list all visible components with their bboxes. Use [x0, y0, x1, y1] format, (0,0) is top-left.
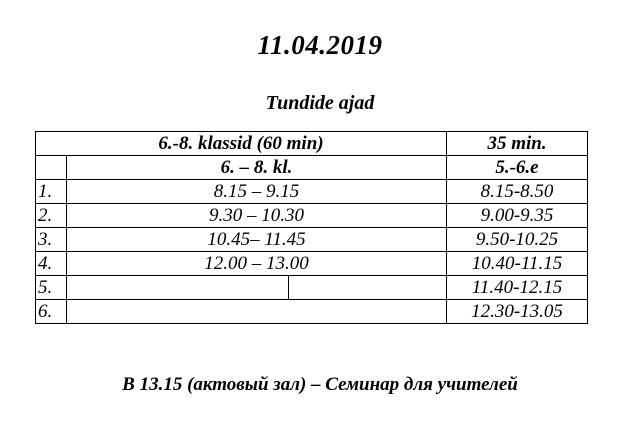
row-number: 5.: [36, 276, 67, 300]
page-date: 11.04.2019: [257, 30, 383, 60]
time-grade-6-8: [67, 300, 447, 324]
table-header-row: [36, 132, 588, 156]
subheader-group-a: 6. – 8. kl.: [67, 156, 447, 180]
time-grade-5-6: 11.40-12.15: [447, 276, 588, 300]
table-row: [36, 252, 588, 276]
time-grade-6-8: 12.00 – 13.00: [67, 252, 447, 276]
row-number: 2.: [36, 204, 67, 228]
time-grade-5-6: 8.15-8.50: [447, 180, 588, 204]
time-grade-5-6: 12.30-13.05: [447, 300, 588, 324]
subheader-num: [36, 156, 67, 180]
time-grade-6-8: 9.30 – 10.30: [67, 204, 447, 228]
header-group-a: 6.-8. klassid (60 min): [36, 132, 447, 156]
table-row: [36, 276, 588, 300]
time-grade-6-8: 8.15 – 9.15: [67, 180, 447, 204]
table-row: [36, 300, 588, 324]
table-row: [36, 228, 588, 252]
seminar-note: В 13.15 (актовый зал) – Семинар для учителей: [122, 374, 518, 395]
subheader-group-b: 5.-6.e: [447, 156, 588, 180]
time-grade-5-6: 10.40-11.15: [447, 252, 588, 276]
row-number: 6.: [36, 300, 67, 324]
time-grade-5-6: 9.50-10.25: [447, 228, 588, 252]
row-number: 4.: [36, 252, 67, 276]
time-grade-6-8: [67, 276, 289, 300]
time-grade-6-8: 10.45– 11.45: [67, 228, 447, 252]
table-row: [36, 180, 588, 204]
header-group-b: 35 min.: [447, 132, 588, 156]
empty-cell: [289, 276, 447, 300]
time-grade-5-6: 9.00-9.35: [447, 204, 588, 228]
table-subheader-row: [36, 156, 588, 180]
row-number: 3.: [36, 228, 67, 252]
page-subtitle: Tundide ajad: [265, 92, 375, 114]
row-number: 1.: [36, 180, 67, 204]
schedule-table: [35, 131, 588, 324]
table-row: [36, 204, 588, 228]
